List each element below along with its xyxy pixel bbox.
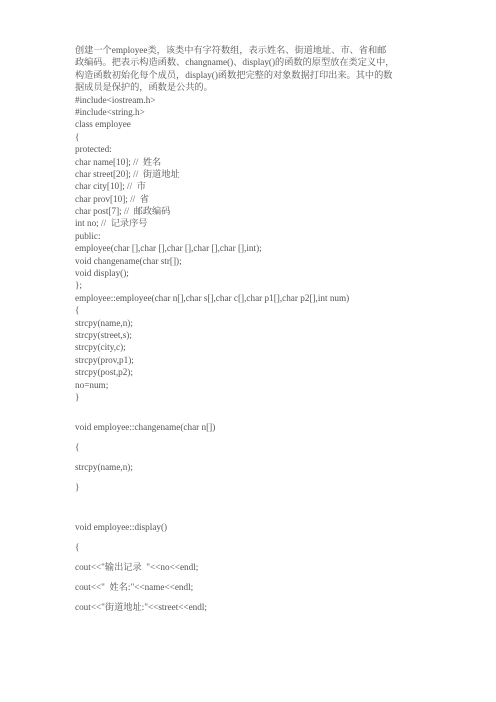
intro-line: 创建一个employee类，该类中有字符数组，表示姓名、街道地址、市、省和邮	[75, 45, 387, 55]
code-line: class employee	[75, 119, 131, 130]
code-line: cout<<" 姓名:"<<name<<endl;	[75, 582, 194, 593]
code-line: };	[75, 280, 82, 291]
code-line: strcpy(name,n);	[75, 462, 133, 473]
document-content	[75, 44, 425, 617]
code-line: char street[20]; // 街道地址	[75, 168, 180, 179]
section-gap	[75, 403, 425, 417]
code-line	[75, 497, 425, 517]
code-line: }	[75, 482, 80, 493]
code-line: strcpy(post,p2);	[75, 367, 133, 378]
code-line: #include<string.h>	[75, 106, 145, 117]
code-line: strcpy(prov,p1);	[75, 354, 134, 365]
code-line: {	[75, 305, 80, 316]
code-line: employee(char [],char [],char [],char [],char [],int);	[75, 243, 262, 254]
code-line: {	[75, 131, 80, 142]
code-line: protected:	[75, 144, 112, 155]
code-line: int no; // 记录序号	[75, 218, 148, 229]
intro-line: 构造函数初始化每个成员，display()函数把完整的对象数据打印出来。其中的数	[75, 69, 393, 80]
code-line: no=num;	[75, 379, 109, 390]
code-line: }	[75, 391, 80, 402]
code-line: employee::employee(char n[],char s[],char c[],char p1[],char p2[],int num)	[75, 292, 350, 303]
code-line: strcpy(city,c);	[75, 342, 126, 353]
intro-line: 政编码。把表示构造函数、changname()、display()的函数的原型放在类定义中，	[75, 57, 395, 68]
code-block-1	[75, 94, 425, 404]
code-line: char city[10]; // 市	[75, 181, 146, 192]
code-line: void changename(char str[]);	[75, 255, 182, 266]
code-line: void employee::changename(char n[])	[75, 422, 216, 433]
code-line: char post[7]; // 邮政编码	[75, 206, 171, 217]
code-line: public:	[75, 230, 101, 241]
intro-paragraph	[75, 44, 425, 94]
code-line: char name[10]; // 姓名	[75, 156, 162, 167]
code-line: {	[75, 542, 80, 553]
code-line: cout<<"输出记录 "<<no<<endl;	[75, 562, 199, 573]
code-line: strcpy(street,s);	[75, 329, 132, 340]
code-line: void employee::display()	[75, 522, 168, 533]
code-line: strcpy(name,n);	[75, 317, 133, 328]
code-line: cout<<"街道地址:"<<street<<endl;	[75, 602, 207, 613]
code-line: {	[75, 442, 80, 453]
code-line: #include<iostream.h>	[75, 94, 156, 105]
code-line: void display();	[75, 268, 129, 279]
code-block-2	[75, 417, 425, 617]
code-line: char prov[10]; // 省	[75, 193, 149, 204]
intro-line: 据成员是保护的，函数是公共的。	[75, 82, 213, 93]
